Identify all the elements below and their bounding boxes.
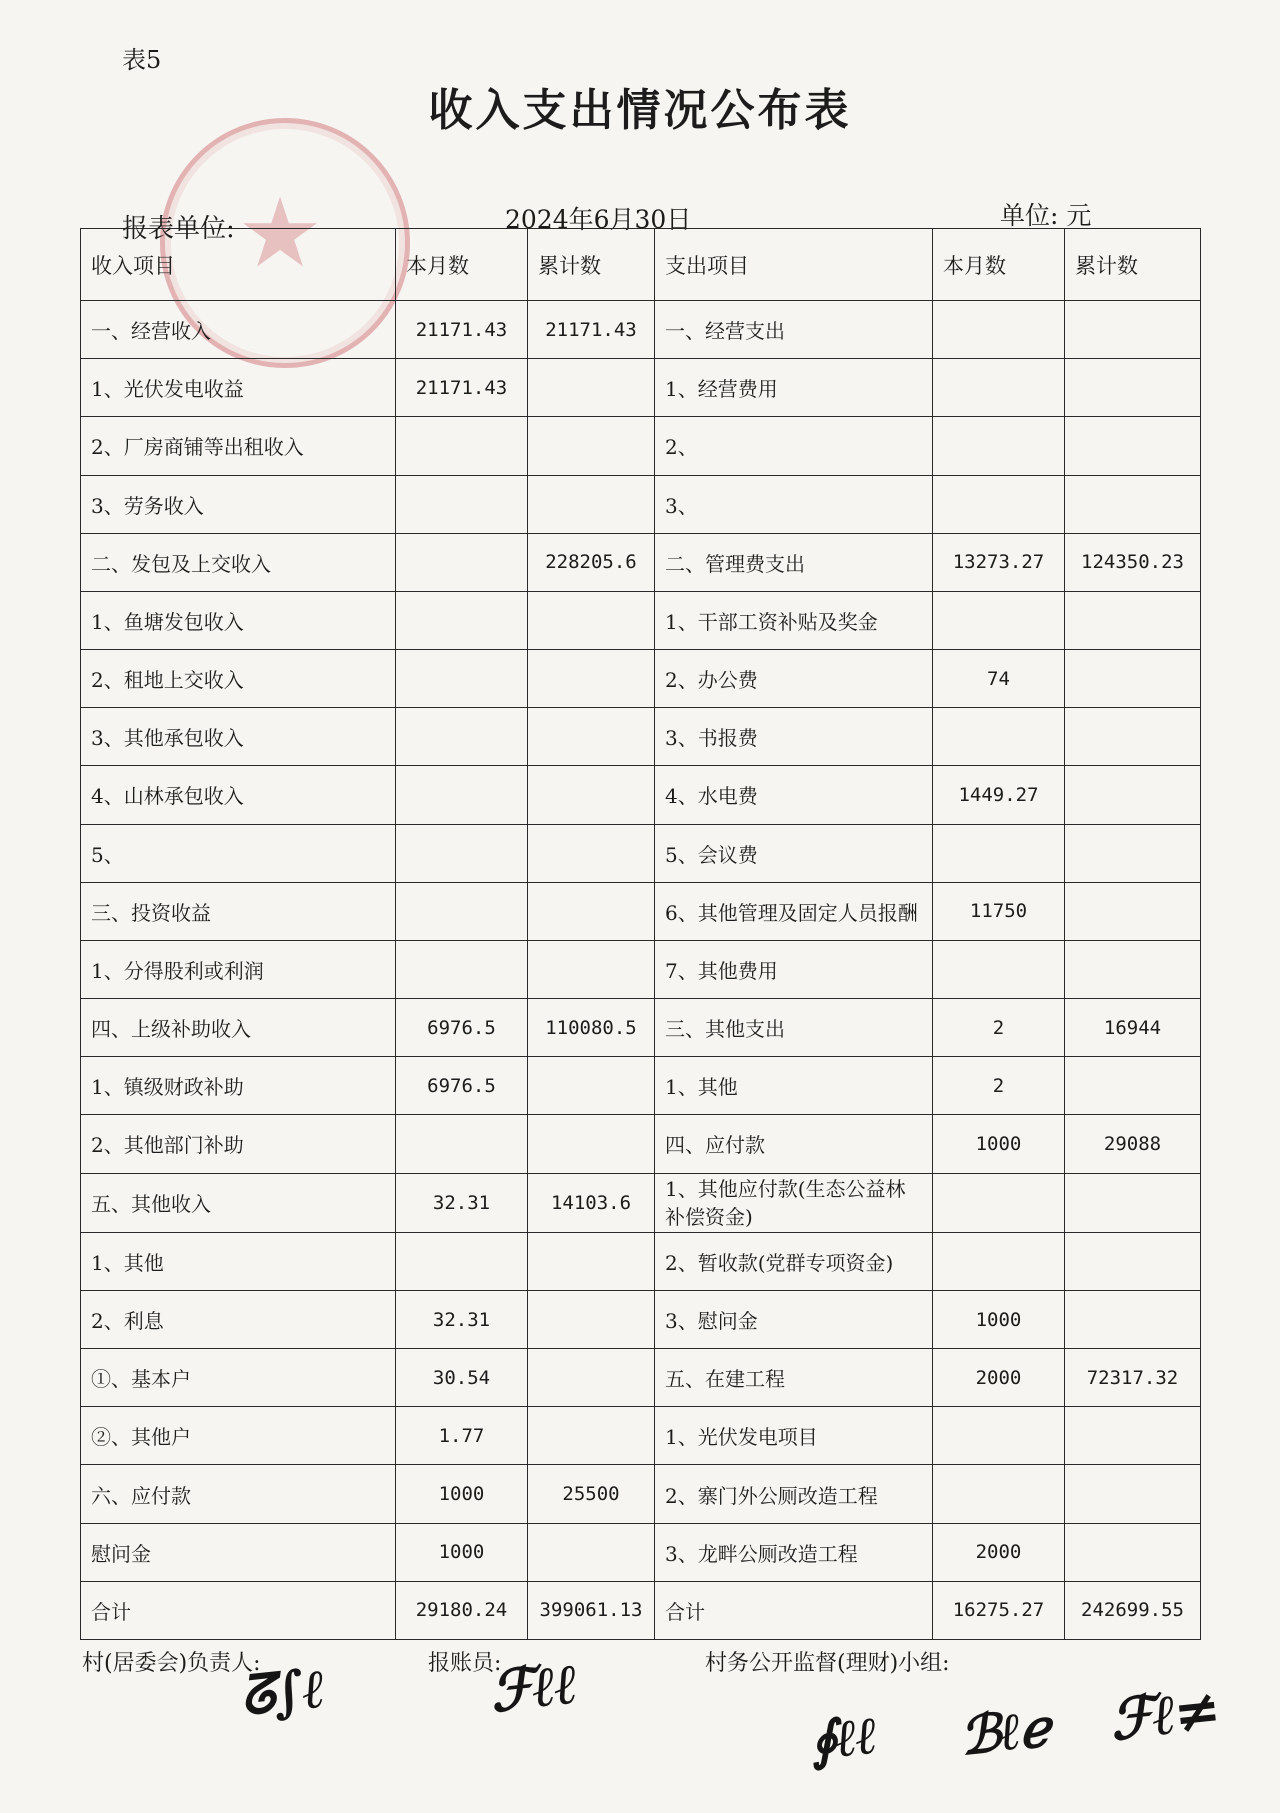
- expense-month-value: 74: [933, 650, 1065, 708]
- seal-star-icon: ★: [237, 177, 324, 289]
- income-item: ①、基本户: [81, 1349, 396, 1407]
- reporting-unit-label: 报表单位:: [122, 214, 235, 244]
- income-cumulative-value: [528, 766, 655, 824]
- expense-cumulative-value: [1065, 591, 1201, 649]
- expense-cumulative-value: [1065, 1232, 1201, 1290]
- header-income-month: 本月数: [396, 229, 528, 301]
- table-row: [81, 1057, 1201, 1115]
- income-item: 3、劳务收入: [81, 475, 396, 533]
- expense-item: 四、应付款: [655, 1115, 933, 1173]
- expense-month-value: [933, 301, 1065, 359]
- expense-cumulative-value: [1065, 824, 1201, 882]
- expense-month-value: [933, 591, 1065, 649]
- table-row: [81, 882, 1201, 940]
- income-item: 5、: [81, 824, 396, 882]
- expense-cumulative-value: [1065, 301, 1201, 359]
- income-month-value: 32.31: [396, 1290, 528, 1348]
- expense-month-value: [933, 1173, 1065, 1232]
- income-cumulative-value: [528, 475, 655, 533]
- income-cumulative-value: 14103.6: [528, 1173, 655, 1232]
- income-item: ②、其他户: [81, 1407, 396, 1465]
- expense-item: 二、管理费支出: [655, 533, 933, 591]
- header-expense-item: 支出项目: [655, 229, 933, 301]
- income-month-value: 21171.43: [396, 301, 528, 359]
- income-cumulative-value: [528, 591, 655, 649]
- income-item: 2、租地上交收入: [81, 650, 396, 708]
- expense-item: 3、慰问金: [655, 1290, 933, 1348]
- income-cumulative-value: [528, 1290, 655, 1348]
- table-row: [81, 533, 1201, 591]
- table-row: [81, 1349, 1201, 1407]
- income-month-value: 32.31: [396, 1173, 528, 1232]
- income-expense-table: [80, 228, 1201, 1640]
- accountant-label: 报账员:: [428, 1651, 502, 1676]
- income-item: 1、镇级财政补助: [81, 1057, 396, 1115]
- expense-cumulative-value: 29088: [1065, 1115, 1201, 1173]
- expense-cumulative-value: 72317.32: [1065, 1349, 1201, 1407]
- expense-month-value: [933, 417, 1065, 475]
- income-cumulative-value: 399061.13: [528, 1581, 655, 1639]
- table-row: [81, 475, 1201, 533]
- expense-cumulative-value: [1065, 766, 1201, 824]
- expense-cumulative-value: [1065, 475, 1201, 533]
- expense-item: 5、会议费: [655, 824, 933, 882]
- income-cumulative-value: [528, 882, 655, 940]
- table-number: 表5: [122, 46, 162, 74]
- income-month-value: [396, 940, 528, 998]
- income-month-value: [396, 1232, 528, 1290]
- table-row: [81, 417, 1201, 475]
- income-month-value: [396, 766, 528, 824]
- income-month-value: 1000: [396, 1465, 528, 1523]
- income-cumulative-value: 110080.5: [528, 999, 655, 1057]
- income-month-value: 1000: [396, 1523, 528, 1581]
- expense-item: 合计: [655, 1581, 933, 1639]
- income-item: 2、其他部门补助: [81, 1115, 396, 1173]
- currency-unit: 单位: 元: [1000, 201, 1092, 230]
- expense-item: 2、暂收款(党群专项资金): [655, 1232, 933, 1290]
- income-cumulative-value: [528, 708, 655, 766]
- income-item: 1、其他: [81, 1232, 396, 1290]
- table-row: [81, 999, 1201, 1057]
- income-month-value: 1.77: [396, 1407, 528, 1465]
- expense-month-value: 11750: [933, 882, 1065, 940]
- expense-cumulative-value: 16944: [1065, 999, 1201, 1057]
- income-cumulative-value: [528, 1523, 655, 1581]
- leader-label: 村(居委会)负责人:: [82, 1651, 261, 1676]
- expense-item: 1、其他应付款(生态公益林补偿资金): [655, 1173, 933, 1232]
- income-cumulative-value: 25500: [528, 1465, 655, 1523]
- income-month-value: [396, 1115, 528, 1173]
- table-row: [81, 359, 1201, 417]
- expense-item: 3、: [655, 475, 933, 533]
- income-month-value: [396, 475, 528, 533]
- income-item: 五、其他收入: [81, 1173, 396, 1232]
- table-row: [81, 766, 1201, 824]
- income-cumulative-value: 21171.43: [528, 301, 655, 359]
- expense-item: 三、其他支出: [655, 999, 933, 1057]
- expense-month-value: 13273.27: [933, 533, 1065, 591]
- income-item: 1、光伏发电收益: [81, 359, 396, 417]
- income-cumulative-value: [528, 650, 655, 708]
- expense-cumulative-value: [1065, 1290, 1201, 1348]
- expense-month-value: [933, 475, 1065, 533]
- income-cumulative-value: [528, 1232, 655, 1290]
- expense-item: 7、其他费用: [655, 940, 933, 998]
- expense-item: 一、经营支出: [655, 301, 933, 359]
- expense-item: 1、光伏发电项目: [655, 1407, 933, 1465]
- income-month-value: 21171.43: [396, 359, 528, 417]
- expense-item: 2、: [655, 417, 933, 475]
- table-row: [81, 940, 1201, 998]
- header-expense-cumulative: 累计数: [1065, 229, 1201, 301]
- income-item: 3、其他承包收入: [81, 708, 396, 766]
- table-row: [81, 708, 1201, 766]
- expense-cumulative-value: [1065, 708, 1201, 766]
- table-row: [81, 1232, 1201, 1290]
- supervisor-signature-2: ℬℓℯ: [957, 1697, 1051, 1768]
- expense-cumulative-value: [1065, 1173, 1201, 1232]
- income-cumulative-value: [528, 824, 655, 882]
- income-month-value: 6976.5: [396, 999, 528, 1057]
- income-item: 1、鱼塘发包收入: [81, 591, 396, 649]
- expense-month-value: 1449.27: [933, 766, 1065, 824]
- income-month-value: 6976.5: [396, 1057, 528, 1115]
- expense-item: 1、其他: [655, 1057, 933, 1115]
- income-cumulative-value: [528, 1349, 655, 1407]
- expense-month-value: 1000: [933, 1115, 1065, 1173]
- income-month-value: [396, 417, 528, 475]
- expense-item: 1、干部工资补贴及奖金: [655, 591, 933, 649]
- expense-month-value: 2000: [933, 1349, 1065, 1407]
- expense-month-value: [933, 359, 1065, 417]
- income-cumulative-value: [528, 1115, 655, 1173]
- income-item: 一、经营收入: [81, 301, 396, 359]
- supervision-group-label: 村务公开监督(理财)小组:: [705, 1651, 950, 1676]
- income-month-value: [396, 533, 528, 591]
- expense-item: 五、在建工程: [655, 1349, 933, 1407]
- expense-cumulative-value: [1065, 1523, 1201, 1581]
- expense-month-value: 16275.27: [933, 1581, 1065, 1639]
- leader-signature: ᘔ∫ℓ: [236, 1655, 327, 1729]
- income-month-value: 29180.24: [396, 1581, 528, 1639]
- income-item: 二、发包及上交收入: [81, 533, 396, 591]
- income-month-value: [396, 591, 528, 649]
- expense-cumulative-value: [1065, 417, 1201, 475]
- income-month-value: [396, 882, 528, 940]
- expense-item: 1、经营费用: [655, 359, 933, 417]
- expense-cumulative-value: [1065, 1465, 1201, 1523]
- expense-cumulative-value: [1065, 1407, 1201, 1465]
- expense-month-value: [933, 1407, 1065, 1465]
- table-row: [81, 1115, 1201, 1173]
- accountant-signature: ℱℓℓ: [486, 1650, 580, 1726]
- income-cumulative-value: [528, 359, 655, 417]
- income-cumulative-value: 228205.6: [528, 533, 655, 591]
- table-header-row: [81, 229, 1201, 301]
- table-row: [81, 1407, 1201, 1465]
- table-row: [81, 650, 1201, 708]
- header-income-cumulative: 累计数: [528, 229, 655, 301]
- expense-cumulative-value: [1065, 882, 1201, 940]
- expense-month-value: [933, 708, 1065, 766]
- header-income-item: 收入项目: [81, 229, 396, 301]
- expense-cumulative-value: 242699.55: [1065, 1581, 1201, 1639]
- expense-item: 2、办公费: [655, 650, 933, 708]
- expense-month-value: 1000: [933, 1290, 1065, 1348]
- expense-month-value: [933, 1232, 1065, 1290]
- expense-item: 3、龙畔公厕改造工程: [655, 1523, 933, 1581]
- income-month-value: [396, 824, 528, 882]
- expense-item: 2、寨门外公厕改造工程: [655, 1465, 933, 1523]
- expense-cumulative-value: [1065, 940, 1201, 998]
- expense-item: 3、书报费: [655, 708, 933, 766]
- table-row: [81, 1290, 1201, 1348]
- income-month-value: [396, 708, 528, 766]
- income-item: 1、分得股利或利润: [81, 940, 396, 998]
- table-row: [81, 1581, 1201, 1639]
- expense-month-value: [933, 1465, 1065, 1523]
- table-row: [81, 1465, 1201, 1523]
- income-item: 四、上级补助收入: [81, 999, 396, 1057]
- report-date: 2024年6月30日: [505, 205, 692, 234]
- table-row: [81, 591, 1201, 649]
- header-expense-month: 本月数: [933, 229, 1065, 301]
- income-cumulative-value: [528, 940, 655, 998]
- expense-month-value: [933, 940, 1065, 998]
- expense-month-value: 2000: [933, 1523, 1065, 1581]
- expense-cumulative-value: [1065, 359, 1201, 417]
- income-item: 4、山林承包收入: [81, 766, 396, 824]
- income-item: 2、利息: [81, 1290, 396, 1348]
- expense-cumulative-value: [1065, 650, 1201, 708]
- supervisor-signature-1: ∮ℓℓ: [806, 1704, 879, 1773]
- income-item: 慰问金: [81, 1523, 396, 1581]
- income-item: 2、厂房商铺等出租收入: [81, 417, 396, 475]
- income-item: 合计: [81, 1581, 396, 1639]
- table-body: [81, 301, 1201, 1640]
- income-cumulative-value: [528, 417, 655, 475]
- expense-cumulative-value: [1065, 1057, 1201, 1115]
- income-cumulative-value: [528, 1407, 655, 1465]
- table-row: [81, 1523, 1201, 1581]
- page-title: 收入支出情况公布表: [428, 85, 852, 136]
- expense-month-value: 2: [933, 999, 1065, 1057]
- expense-month-value: 2: [933, 1057, 1065, 1115]
- expense-item: 6、其他管理及固定人员报酬: [655, 882, 933, 940]
- expense-cumulative-value: 124350.23: [1065, 533, 1201, 591]
- expense-item: 4、水电费: [655, 766, 933, 824]
- income-item: 三、投资收益: [81, 882, 396, 940]
- expense-month-value: [933, 824, 1065, 882]
- table-row: [81, 301, 1201, 359]
- supervisor-signature-3: ℱℓ≠: [1106, 1676, 1223, 1754]
- income-month-value: 30.54: [396, 1349, 528, 1407]
- table-row: [81, 824, 1201, 882]
- income-item: 六、应付款: [81, 1465, 396, 1523]
- income-cumulative-value: [528, 1057, 655, 1115]
- table-row: [81, 1173, 1201, 1232]
- income-month-value: [396, 650, 528, 708]
